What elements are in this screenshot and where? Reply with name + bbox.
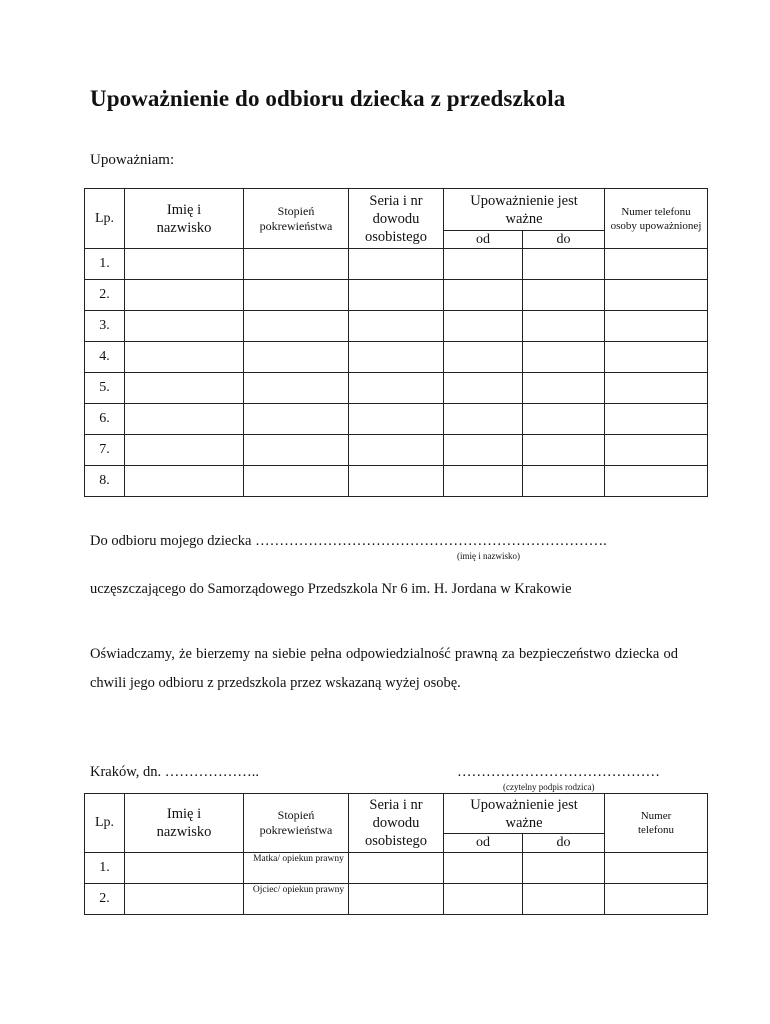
table-row (85, 311, 708, 342)
header-lp: Lp. (85, 189, 125, 249)
to-cell[interactable] (523, 280, 605, 311)
phone-cell[interactable] (605, 280, 708, 311)
row-number: 2. (85, 884, 125, 915)
place-date-field[interactable]: Kraków, dn. ……………….. (90, 764, 260, 780)
table-row (85, 435, 708, 466)
name-cell[interactable] (125, 404, 244, 435)
id-cell[interactable] (349, 435, 444, 466)
header-from: od (444, 231, 523, 249)
header-id-document: Seria i nr dowodu osobistego (349, 189, 444, 249)
table-row (85, 373, 708, 404)
phone-cell[interactable] (605, 311, 708, 342)
to-cell[interactable] (523, 853, 605, 884)
name-cell[interactable] (125, 342, 244, 373)
row-number: 1. (85, 249, 125, 280)
name-cell[interactable] (125, 373, 244, 404)
child-name-line[interactable]: Do odbioru mojego dziecka ………………………………………………………………. (90, 533, 607, 549)
id-cell[interactable] (349, 280, 444, 311)
phone-cell[interactable] (605, 404, 708, 435)
to-cell[interactable] (523, 373, 605, 404)
relation-cell[interactable] (244, 435, 349, 466)
from-cell[interactable] (444, 280, 523, 311)
table-row (85, 884, 708, 915)
from-cell[interactable] (444, 466, 523, 497)
header-id-document: Seria i nr dowodu osobistego (349, 794, 444, 853)
to-cell[interactable] (523, 311, 605, 342)
header-from: od (444, 834, 523, 853)
id-cell[interactable] (349, 311, 444, 342)
from-cell[interactable] (444, 853, 523, 884)
header-name: Imię i nazwisko (125, 189, 244, 249)
from-cell[interactable] (444, 311, 523, 342)
name-cell[interactable] (125, 435, 244, 466)
id-cell[interactable] (349, 404, 444, 435)
to-cell[interactable] (523, 435, 605, 466)
id-cell[interactable] (349, 249, 444, 280)
relation-cell[interactable] (244, 404, 349, 435)
header-valid: Upoważnienie jest ważne (444, 189, 605, 231)
table-row (85, 853, 708, 884)
relation-mother: Matka/ opiekun prawny (244, 853, 349, 884)
relation-cell[interactable] (244, 311, 349, 342)
relation-cell[interactable] (244, 280, 349, 311)
phone-cell[interactable] (605, 884, 708, 915)
signature-line[interactable]: …………………………………… (457, 764, 660, 780)
phone-cell[interactable] (605, 466, 708, 497)
header-phone: Numer telefonu (605, 794, 708, 853)
name-cell[interactable] (125, 311, 244, 342)
from-cell[interactable] (444, 435, 523, 466)
id-cell[interactable] (349, 373, 444, 404)
id-cell[interactable] (349, 853, 444, 884)
header-valid: Upoważnienie jest ważne (444, 794, 605, 834)
relation-cell[interactable] (244, 373, 349, 404)
to-cell[interactable] (523, 884, 605, 915)
relation-father: Ojciec/ opiekun prawny (244, 884, 349, 915)
from-cell[interactable] (444, 342, 523, 373)
intro-label: Upoważniam: (90, 152, 175, 168)
name-cell[interactable] (125, 466, 244, 497)
header-relation: Stopień pokrewieństwa (244, 189, 349, 249)
header-lp: Lp. (85, 794, 125, 853)
phone-cell[interactable] (605, 249, 708, 280)
table-row (85, 249, 708, 280)
row-number: 6. (85, 404, 125, 435)
phone-cell[interactable] (605, 373, 708, 404)
row-number: 1. (85, 853, 125, 884)
header-to: do (523, 834, 605, 853)
to-cell[interactable] (523, 466, 605, 497)
relation-cell[interactable] (244, 249, 349, 280)
table-row (85, 280, 708, 311)
name-cell[interactable] (125, 853, 244, 884)
header-phone: Numer telefonu osoby upoważnionej (605, 189, 708, 249)
name-cell[interactable] (125, 280, 244, 311)
relation-cell[interactable] (244, 342, 349, 373)
id-cell[interactable] (349, 466, 444, 497)
from-cell[interactable] (444, 404, 523, 435)
authorized-persons-table (84, 188, 708, 497)
phone-cell[interactable] (605, 435, 708, 466)
page-title: Upoważnienie do odbioru dziecka z przedszkola (90, 86, 566, 111)
phone-cell[interactable] (605, 853, 708, 884)
row-number: 8. (85, 466, 125, 497)
name-cell[interactable] (125, 884, 244, 915)
from-cell[interactable] (444, 884, 523, 915)
id-cell[interactable] (349, 884, 444, 915)
to-cell[interactable] (523, 404, 605, 435)
to-cell[interactable] (523, 249, 605, 280)
row-number: 7. (85, 435, 125, 466)
name-cell[interactable] (125, 249, 244, 280)
row-number: 5. (85, 373, 125, 404)
from-cell[interactable] (444, 249, 523, 280)
declaration-paragraph: Oświadczamy, że bierzemy na siebie pełna odpowiedzialność prawną za bezpieczeństwo dziecka od chwili jego odbioru z przedszkola przez wskazaną wyżej osobę. (90, 646, 678, 691)
to-cell[interactable] (523, 342, 605, 373)
signature-caption: (czytelny podpis rodzica) (503, 782, 595, 792)
table-row (85, 466, 708, 497)
header-to: do (523, 231, 605, 249)
id-cell[interactable] (349, 342, 444, 373)
parents-table (84, 793, 708, 915)
phone-cell[interactable] (605, 342, 708, 373)
child-name-caption: (imię i nazwisko) (457, 551, 520, 561)
header-name: Imię i nazwisko (125, 794, 244, 853)
from-cell[interactable] (444, 373, 523, 404)
row-number: 3. (85, 311, 125, 342)
row-number: 4. (85, 342, 125, 373)
header-relation: Stopień pokrewieństwa (244, 794, 349, 853)
school-line: uczęszczającego do Samorządowego Przedszkola Nr 6 im. H. Jordana w Krakowie (90, 581, 572, 597)
relation-cell[interactable] (244, 466, 349, 497)
row-number: 2. (85, 280, 125, 311)
table-row (85, 404, 708, 435)
table-row (85, 342, 708, 373)
